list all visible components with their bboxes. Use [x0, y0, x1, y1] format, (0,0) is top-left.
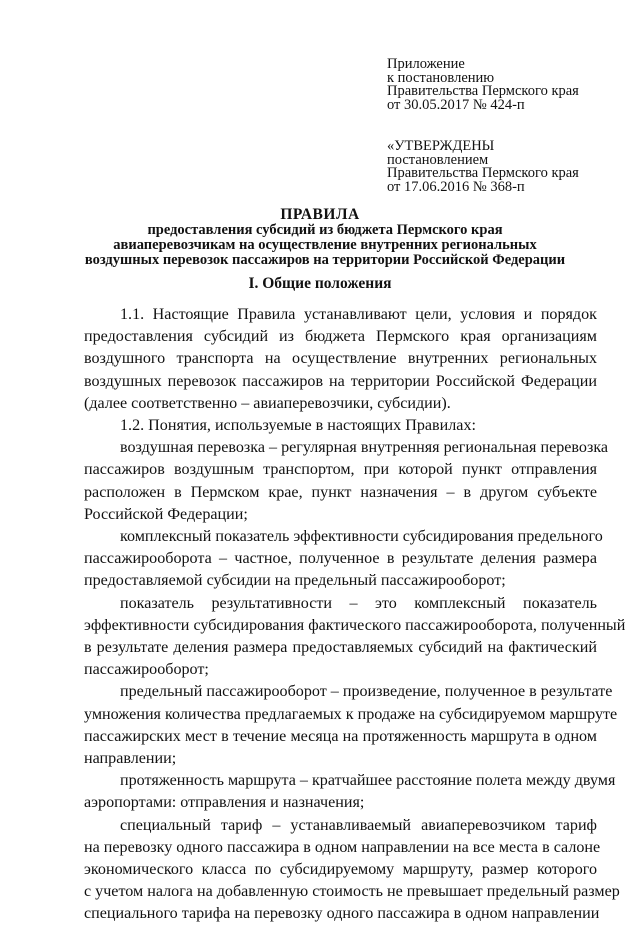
- body-line: специального тарифа на перевозку одного пассажира в одном направлении: [84, 905, 600, 923]
- body-line: экономического класса по субсидируемому маршруту, размер которого: [84, 861, 597, 879]
- subtitle-line: воздушных перевозок пассажиров на территории Российской Федерации: [84, 251, 566, 268]
- body-line: комплексный показатель эффективности субсидирования предельного: [120, 528, 603, 546]
- body-line: на перевозку одного пассажира в одном направлении на все места в салоне: [84, 838, 601, 856]
- appendix-block: [387, 58, 579, 112]
- body-line: в результате деления размера предоставляемых субсидий на фактический: [84, 639, 597, 657]
- body-line: расположен в Пермском крае, пункт назначения – в другом субъекте: [84, 483, 597, 501]
- body-line: 1.2. Понятия, используемые в настоящих Правилах:: [120, 417, 476, 435]
- body-line: аэропортами: отправления и назначения;: [84, 794, 365, 812]
- body-line: протяженность маршрута – кратчайшее расстояние полета между двумя: [120, 772, 616, 790]
- body-line: пассажирооборот;: [84, 661, 209, 679]
- approved-line: «УТВЕРЖДЕНЫ: [387, 138, 495, 154]
- body-line: эффективности субсидирования фактического пассажирооборота, полученный: [84, 616, 626, 634]
- approved-line: постановлением: [387, 151, 489, 168]
- subtitle-line: авиаперевозчикам на осуществление внутренних региональных: [113, 236, 537, 253]
- document-title: ПРАВИЛА: [280, 206, 360, 223]
- body-line: воздушная перевозка – регулярная внутренняя региональная перевозка: [120, 439, 609, 457]
- body-line: пассажирских мест в течение месяца на протяженность маршрута в одном: [84, 727, 597, 745]
- approved-line: Правительства Пермского края: [387, 165, 579, 181]
- body-line: предоставления субсидий из бюджета Пермского края организациям: [84, 328, 597, 346]
- body-text: [84, 304, 626, 926]
- body-line: предоставляемой субсидии на предельный пассажирооборот;: [84, 572, 506, 590]
- subtitle-line: предоставления субсидий из бюджета Пермского края: [147, 222, 503, 238]
- document-subtitle: [60, 223, 590, 267]
- body-line: умножения количества предлагаемых к продаже на субсидируемом маршруте: [84, 705, 618, 723]
- appendix-line: Приложение: [387, 56, 465, 72]
- body-line: пассажиров воздушным транспортом, при которой пункт отправления: [84, 461, 597, 479]
- body-line: предельный пассажирооборот – произведение, полученное в результате: [120, 683, 613, 701]
- body-line: Российской Федерации;: [84, 505, 248, 523]
- approved-block: [387, 140, 579, 194]
- body-line: (далее соответственно – авиаперевозчики, субсидии).: [84, 394, 451, 412]
- body-line: показатель результативности – это комплексный показатель: [120, 594, 597, 612]
- body-line: пассажирооборота – частное, полученное в результате деления размера: [84, 550, 597, 568]
- body-line: направлении;: [84, 750, 177, 768]
- appendix-line: Правительства Пермского края: [387, 83, 579, 99]
- body-line: воздушного транспорта на осуществление внутренних региональных: [84, 350, 597, 368]
- appendix-line: к постановлению: [387, 69, 495, 86]
- appendix-line: от 30.05.2017 № 424-п: [387, 96, 525, 113]
- section-heading: I. Общие положения: [248, 275, 392, 292]
- body-line: с учетом налога на добавленную стоимость не превышает предельный размер: [84, 883, 620, 901]
- body-line: 1.1. Настоящие Правила устанавливают цели, условия и порядок: [120, 306, 597, 323]
- body-line: специальный тариф – устанавливаемый авиаперевозчиком тариф: [120, 816, 597, 834]
- body-line: воздушных перевозок пассажиров на территории Российской Федерации: [84, 372, 597, 390]
- approved-line: от 17.06.2016 № 368-п: [387, 178, 525, 195]
